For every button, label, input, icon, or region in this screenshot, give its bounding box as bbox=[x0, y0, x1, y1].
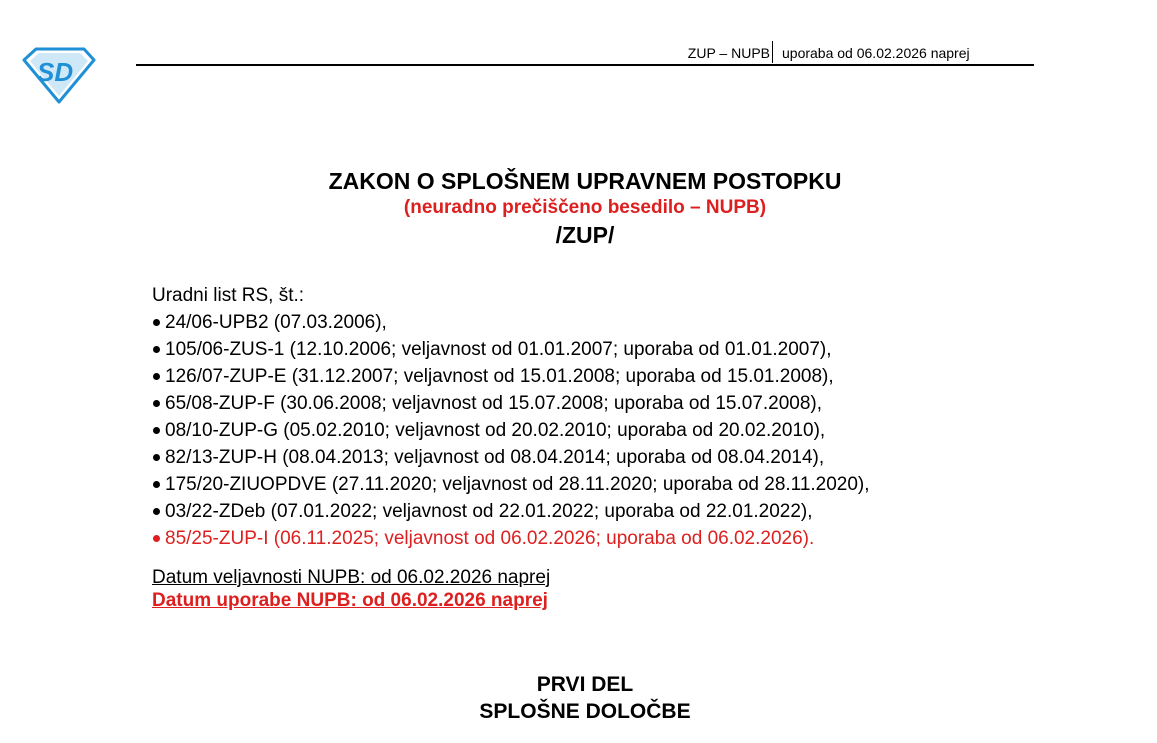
bullet-icon bbox=[153, 346, 160, 353]
header-document-code: ZUP – NUPB bbox=[687, 45, 770, 61]
header-rule bbox=[136, 64, 1034, 66]
amendment-text: 24/06-UPB2 (07.03.2006), bbox=[165, 312, 387, 333]
amendment-text: 08/10-ZUP-G (05.02.2010; veljavnost od 20.02.2010; uporaba od 20.02.2010), bbox=[165, 420, 826, 441]
amendment-list bbox=[152, 309, 870, 552]
use-date: Datum uporabe NUPB: od 06.02.2026 naprej bbox=[152, 590, 548, 611]
bullet-icon bbox=[153, 508, 160, 515]
validity-date: Datum veljavnosti NUPB: od 06.02.2026 naprej bbox=[152, 567, 551, 588]
amendment-text: 65/08-ZUP-F (30.06.2008; veljavnost od 15.07.2008; uporaba od 15.07.2008), bbox=[165, 393, 823, 414]
amendment-text: 82/13-ZUP-H (08.04.2013; veljavnost od 08.04.2014; uporaba od 08.04.2014), bbox=[165, 447, 825, 468]
bullet-icon bbox=[153, 454, 160, 461]
gazette-section bbox=[152, 282, 870, 552]
document-title: ZAKON O SPLOŠNEM UPRAVNEM POSTOPKU bbox=[328, 168, 842, 194]
amendment-item bbox=[152, 444, 870, 471]
amendment-item bbox=[152, 390, 870, 417]
amendment-item bbox=[152, 471, 870, 498]
part-heading bbox=[136, 671, 1034, 725]
amendment-text: 85/25-ZUP-I (06.11.2025; veljavnost od 06.02.2026; uporaba od 06.02.2026). bbox=[165, 528, 815, 549]
amendment-text: 175/20-ZIUOPDVE (27.11.2020; veljavnost od 28.11.2020; uporaba od 28.11.2020), bbox=[165, 474, 870, 495]
bullet-icon bbox=[153, 535, 160, 542]
amendment-item bbox=[152, 309, 870, 336]
svg-text:SD: SD bbox=[37, 57, 74, 87]
part-name: SPLOŠNE DOLOČBE bbox=[479, 700, 691, 723]
amendment-item-latest bbox=[152, 525, 870, 552]
header-separator bbox=[772, 41, 773, 63]
gazette-label: Uradni list RS, št.: bbox=[152, 285, 305, 306]
dates-section bbox=[152, 566, 550, 612]
bullet-icon bbox=[153, 400, 160, 407]
document-abbreviation: /ZUP/ bbox=[555, 222, 615, 248]
amendment-item bbox=[152, 363, 870, 390]
title-block bbox=[136, 166, 1034, 250]
amendment-text: 126/07-ZUP-E (31.12.2007; veljavnost od 15.01.2008; uporaba od 15.01.2008), bbox=[165, 366, 834, 387]
bullet-icon bbox=[153, 373, 160, 380]
bullet-icon bbox=[153, 481, 160, 488]
part-number: PRVI DEL bbox=[536, 673, 634, 696]
document-subtitle: (neuradno prečiščeno besedilo – NUPB) bbox=[403, 197, 767, 218]
amendment-text: 03/22-ZDeb (07.01.2022; veljavnost od 22.01.2022; uporaba od 22.01.2022), bbox=[165, 501, 813, 522]
amendment-item bbox=[152, 336, 870, 363]
amendment-item bbox=[152, 417, 870, 444]
bullet-icon bbox=[153, 319, 160, 326]
sd-logo-icon bbox=[22, 46, 96, 104]
amendment-item bbox=[152, 498, 870, 525]
amendment-text: 105/06-ZUS-1 (12.10.2006; veljavnost od 01.01.2007; uporaba od 01.01.2007), bbox=[165, 339, 832, 360]
bullet-icon bbox=[153, 427, 160, 434]
header-applicability: uporaba od 06.02.2026 naprej bbox=[782, 45, 970, 61]
